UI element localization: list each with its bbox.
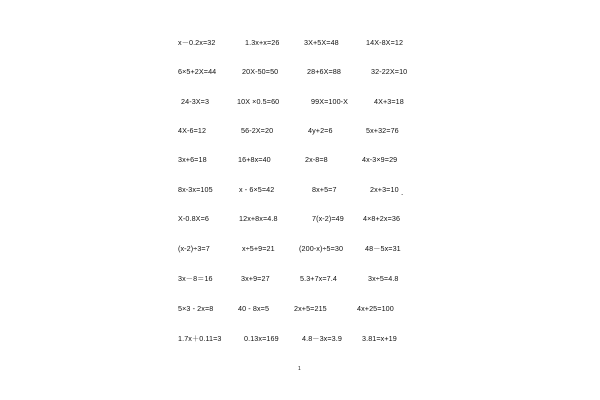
page-number: 1 [298, 366, 301, 372]
equation: X-0.8X=6 [178, 214, 209, 223]
equation: 8x-3x=105 [178, 185, 213, 194]
equation: 6×5+2X=44 [178, 67, 217, 76]
equation: 3x+9=27 [241, 274, 270, 283]
equation: 12x+8x=4.8 [239, 214, 278, 223]
equation: 4x-3×9=29 [362, 155, 398, 164]
equation: 32-22X=10 [371, 67, 408, 76]
equation: 0.13x=169 [244, 334, 279, 343]
equation-row [0, 212, 600, 226]
equation: 2x+5=215 [294, 304, 327, 313]
equation: 16+8x=40 [238, 155, 271, 164]
equation-row [0, 124, 600, 138]
equation: 2x+3=10 [370, 185, 399, 194]
equation: 56-2X=20 [241, 126, 274, 135]
equation-row [0, 183, 600, 197]
equation: 24-3X=3 [181, 97, 210, 106]
equation: 14X-8X=12 [366, 38, 404, 47]
equation: x－0.2x=32 [178, 38, 216, 47]
equation-row [0, 272, 600, 286]
equation: x - 6×5=42 [239, 185, 275, 194]
equation: 5.3+7x=7.4 [300, 274, 337, 283]
equation: (x-2)÷3=7 [178, 244, 210, 253]
equation: 48－5x=31 [365, 244, 401, 253]
equation-row [0, 302, 600, 316]
equation: 4y+2=6 [308, 126, 333, 135]
equation: 3x÷5=4.8 [368, 274, 399, 283]
equation: 99X=100-X [311, 97, 349, 106]
equation: 3x－8＝16 [178, 274, 213, 283]
equation: (200-x)÷5=30 [299, 244, 344, 253]
equation: 4.8－3x=3.9 [302, 334, 342, 343]
equation: 7(x-2)=49 [312, 214, 344, 223]
equation: 2x-8=8 [305, 155, 328, 164]
equation: 5x+32=76 [366, 126, 399, 135]
equation: 4X+3=18 [374, 97, 404, 106]
equation-row [0, 153, 600, 167]
equation: 4X-6=12 [178, 126, 207, 135]
equation: 1.3x+x=26 [245, 38, 280, 47]
equation: 3X+5X=48 [304, 38, 339, 47]
equation: 3.81=x+19 [362, 334, 397, 343]
equation-row [0, 36, 600, 50]
equation-row [0, 242, 600, 256]
equation: 4x+25=100 [357, 304, 394, 313]
equation: 40 - 8x=5 [238, 304, 270, 313]
equation: 10X ×0.5=60 [237, 97, 280, 106]
equation: 5×3 - 2x=8 [178, 304, 214, 313]
stray-mark: . [401, 188, 404, 197]
equation: 28+6X=88 [307, 67, 341, 76]
equation-row [0, 65, 600, 79]
equation: 3x+6=18 [178, 155, 207, 164]
equation: 20X-50=50 [242, 67, 279, 76]
equation-row [0, 332, 600, 346]
equation: 8x+5=7 [312, 185, 337, 194]
equation: 4×8+2x=36 [363, 214, 401, 223]
equation: x÷5+9=21 [242, 244, 275, 253]
equation-row [0, 95, 600, 109]
equation: 1.7x＋0.11=3 [178, 334, 222, 343]
